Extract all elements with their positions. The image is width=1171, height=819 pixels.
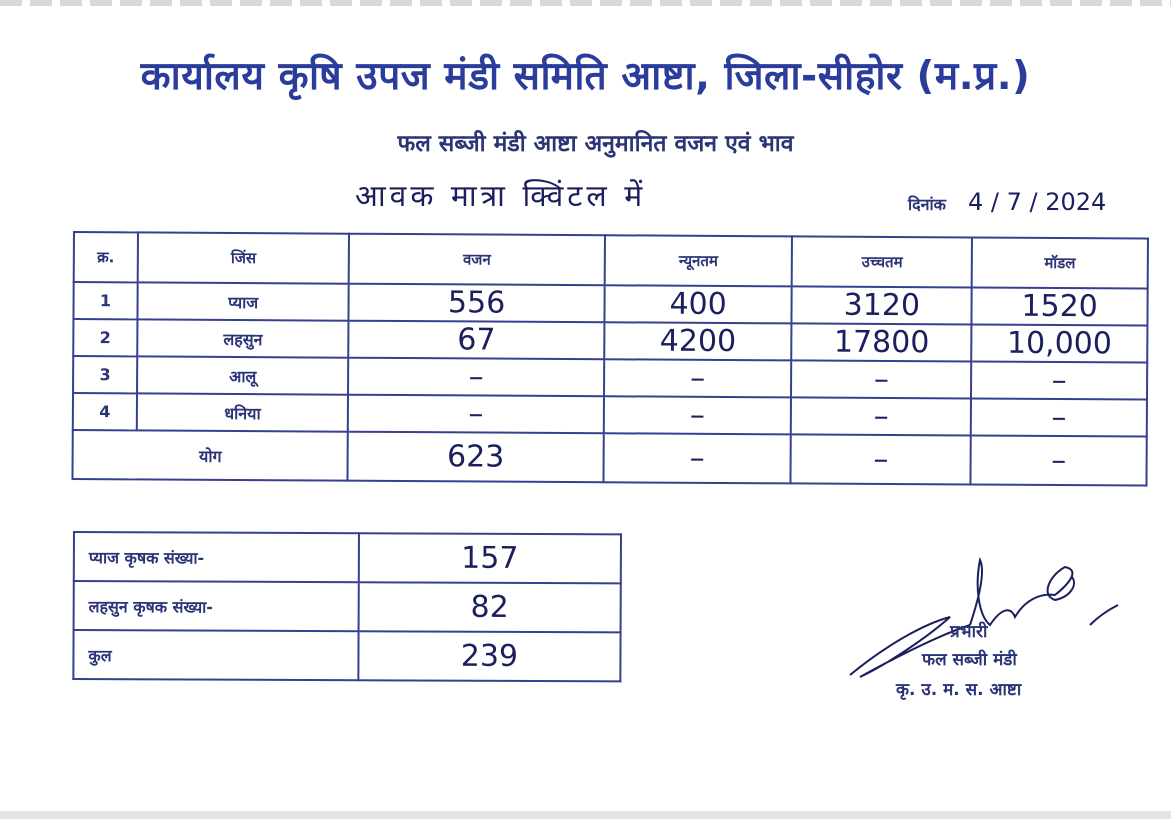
row-modal-price: – (971, 398, 1147, 436)
column-header: उच्चतम (792, 236, 972, 287)
total-min-price: – (603, 433, 791, 483)
row-min-price: – (604, 359, 792, 397)
row-max-price: 17800 (792, 323, 972, 361)
total-max-price: – (791, 434, 971, 484)
row-min-price: 4200 (604, 322, 792, 360)
row-serial: 2 (73, 319, 137, 356)
date-label: दिनांक (908, 195, 946, 214)
row-item: प्याज (137, 282, 349, 320)
farmer-count-table (72, 531, 622, 682)
column-header: वजन (349, 234, 605, 286)
row-serial: 1 (73, 282, 137, 319)
row-min-price: 400 (604, 285, 792, 323)
total-row (72, 430, 1146, 486)
date-value: 4 / 7 / 2024 (968, 188, 1107, 216)
farmer-count-label: प्याज कृषक संख्या- (74, 532, 359, 582)
row-modal-price: 1520 (972, 287, 1148, 325)
row-modal-price: 10,000 (971, 324, 1147, 362)
table-row (74, 581, 621, 632)
signatory-title: प्रभारी (950, 622, 988, 642)
row-weight: 67 (349, 321, 605, 360)
rate-table (71, 231, 1149, 487)
column-header: जिंस (138, 232, 350, 283)
paper-edge-top (0, 0, 1171, 6)
row-item: आलू (137, 356, 349, 394)
paper-edge-bottom (0, 811, 1171, 819)
page-subtitle: फल सब्जी मंडी आष्टा अनुमानित वजन एवं भाव (397, 131, 794, 157)
farmer-total-value: 239 (358, 631, 620, 681)
row-max-price: – (791, 360, 971, 398)
row-modal-price: – (971, 361, 1147, 399)
column-header: न्यूनतम (604, 235, 792, 286)
row-weight: 556 (349, 284, 605, 323)
signatory-office: कृ. उ. म. स. आष्टा (896, 680, 1022, 700)
table-row (74, 532, 621, 583)
row-max-price: 3120 (792, 286, 972, 324)
rate-table-header (74, 232, 1148, 289)
row-min-price: – (604, 396, 792, 434)
arrival-heading: आवक मात्रा क्विंटल में (355, 179, 647, 214)
total-modal-price: – (971, 435, 1147, 485)
total-label: योग (72, 430, 348, 481)
farmer-count-value: 82 (359, 582, 621, 632)
total-weight: 623 (348, 432, 604, 483)
row-max-price: – (791, 397, 971, 435)
farmer-total-label: कुल (73, 630, 358, 680)
signatory-department: फल सब्जी मंडी (922, 650, 1017, 670)
table-row (73, 630, 620, 681)
farmer-count-label: लहसुन कृषक संख्या- (74, 581, 359, 631)
farmer-count-value: 157 (359, 533, 621, 583)
row-serial: 3 (73, 356, 137, 393)
row-serial: 4 (73, 393, 137, 430)
row-weight: – (348, 358, 604, 397)
column-header: मॉडल (972, 237, 1148, 288)
row-weight: – (348, 395, 604, 434)
row-item: धनिया (137, 393, 349, 431)
page-title: कार्यालय कृषि उपज मंडी समिति आष्टा, जिला-सीहोर (म.प्र.) (140, 54, 1031, 99)
row-item: लहसुन (137, 319, 349, 357)
column-header: क्र. (74, 232, 138, 282)
